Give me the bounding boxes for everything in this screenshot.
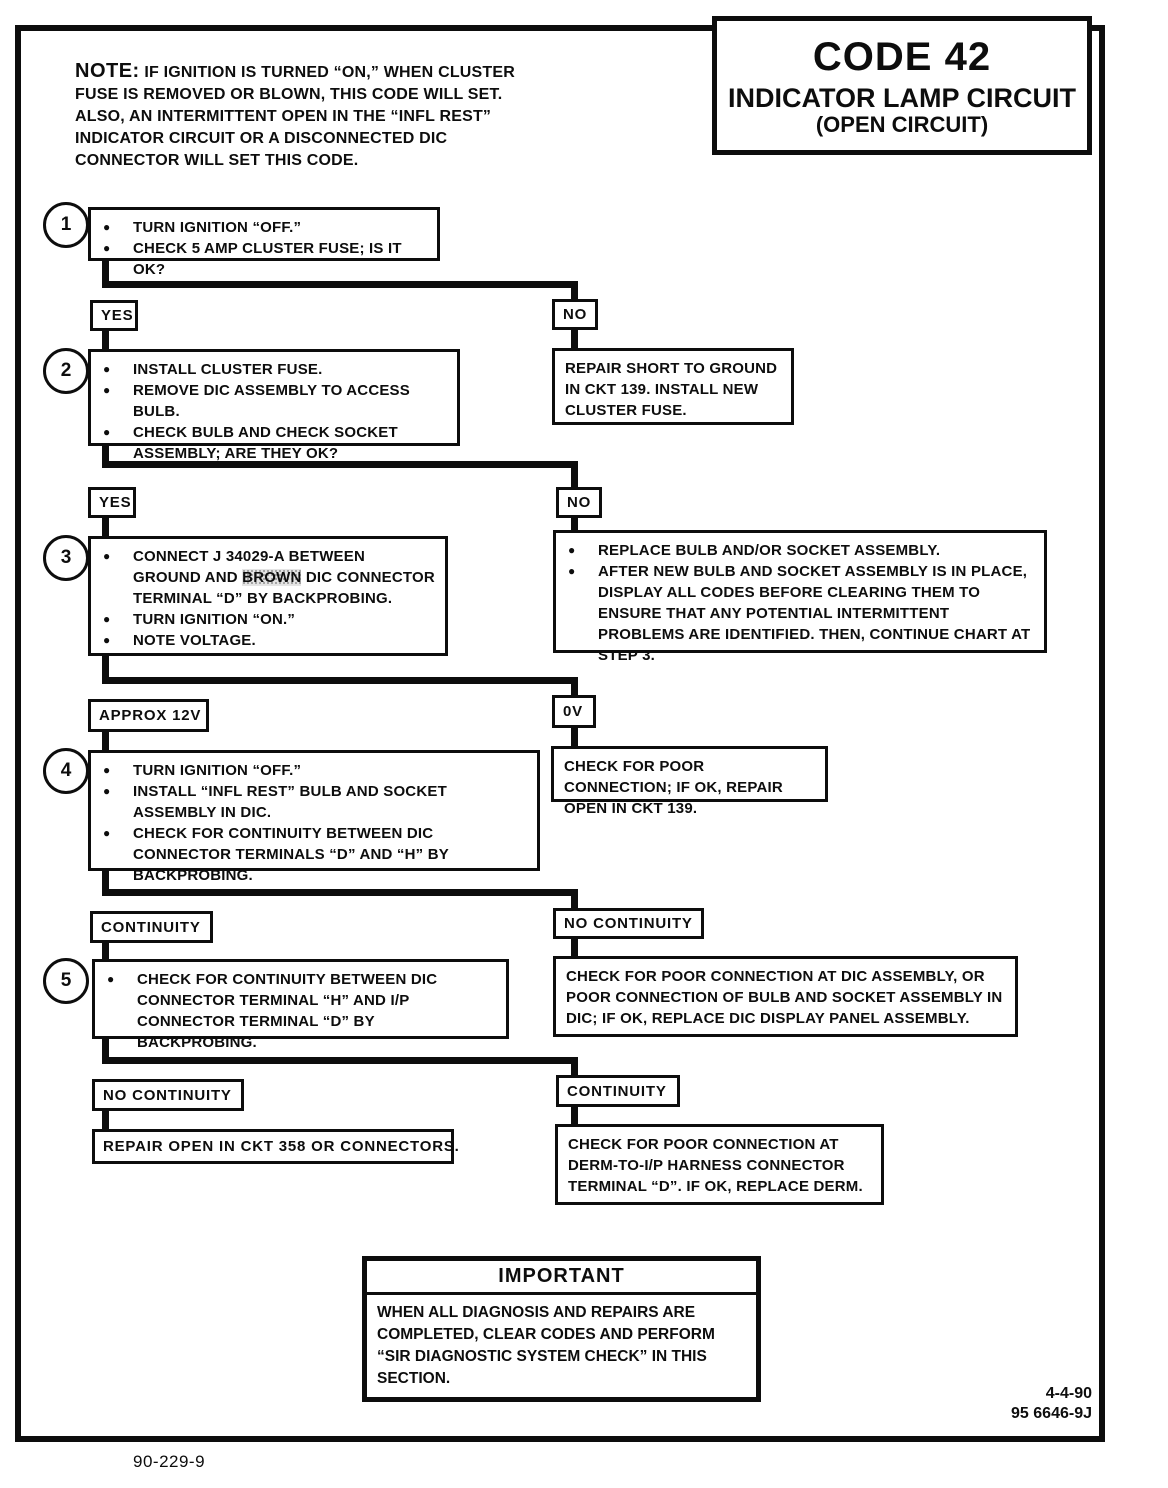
step-circle-5: [43, 958, 89, 1004]
step5-item-1: CHECK FOR CONTINUITY BETWEEN DIC CONNECTOR TERMINAL “H” AND I/P CONNECTOR TERMINAL “D” BY BACKPROBING.: [137, 971, 438, 1051]
step3-item-2: TURN IGNITION “ON.”: [133, 611, 296, 628]
list-item: [103, 422, 447, 464]
document-code: 95 6646-9J: [1011, 1405, 1092, 1422]
no-label-1: NO: [552, 299, 598, 330]
repair-open-358-box: REPAIR OPEN IN CKT 358 OR CONNECTORS.: [92, 1129, 454, 1164]
list-item: [107, 969, 496, 1053]
connector-line: [571, 461, 578, 487]
step3-item-3: NOTE VOLTAGE.: [133, 632, 256, 649]
bullet-icon: ●: [103, 241, 111, 255]
step-number-4: 4: [60, 760, 72, 781]
bullet-icon: ●: [103, 220, 111, 234]
no-continuity-label-1: NO CONTINUITY: [553, 908, 704, 939]
step-box-2: [88, 349, 460, 462]
step4-item-1: TURN IGNITION “OFF.”: [133, 762, 302, 779]
connector-line: [571, 938, 578, 957]
yes-label-1: YES: [90, 300, 138, 331]
no-continuity-label-2: NO CONTINUITY: [92, 1079, 244, 1111]
connector-line: [571, 329, 578, 349]
no-label-2: NO: [556, 487, 602, 518]
important-title: IMPORTANT: [367, 1261, 756, 1295]
connector-line: [571, 677, 578, 695]
step3-item1-pre: CONNECT J 34029-A BETWEEN GROUND AND: [133, 548, 365, 586]
connector-line: [571, 517, 578, 531]
replace-bulb-box: [553, 530, 1047, 664]
connector-line: [102, 889, 578, 896]
circuit-title: INDICATOR LAMP CIRCUIT: [728, 82, 1076, 113]
list-item: [568, 561, 1034, 666]
step-box-5: [92, 959, 509, 1051]
bullet-icon: ●: [103, 362, 111, 376]
connector-line: [102, 1057, 578, 1064]
list-item: [103, 823, 527, 886]
step3-item1-post: DIC CONNECTOR TERMINAL “D” BY BACKPROBING.: [133, 569, 435, 607]
connector-line: [571, 1057, 578, 1075]
list-item: [103, 217, 427, 238]
list-item: [103, 546, 435, 609]
page-number: 90-229-9: [133, 1452, 206, 1471]
important-box: [362, 1256, 761, 1402]
bullet-icon: ●: [107, 972, 115, 986]
bullet-icon: ●: [103, 612, 111, 626]
step-number-2: 2: [60, 360, 72, 381]
step2-item-3: CHECK BULB AND CHECK SOCKET ASSEMBLY; ARE THEY OK?: [133, 424, 398, 462]
bullet-icon: ●: [103, 383, 111, 397]
continuity-label-2: CONTINUITY: [556, 1075, 680, 1107]
step-circle-3: [43, 535, 89, 581]
list-item: [103, 359, 447, 380]
bullet-icon: ●: [103, 425, 111, 439]
title-box: [712, 16, 1092, 155]
bullet-icon: ●: [103, 784, 111, 798]
step3-item-1: [133, 546, 435, 609]
step1-item-2: CHECK 5 AMP CLUSTER FUSE; IS IT OK?: [133, 240, 402, 278]
step-number-1: 1: [60, 214, 72, 235]
bullet-icon: ●: [103, 633, 111, 647]
revision-stamp: [930, 1384, 1092, 1424]
code-title: CODE 42: [812, 34, 992, 79]
connector-line: [571, 727, 578, 747]
note-paragraph: [75, 60, 553, 172]
approx-12v-label: APPROX 12V: [88, 699, 209, 732]
step4-item-2: INSTALL “INFL REST” BULB AND SOCKET ASSEMBLY IN DIC.: [133, 783, 447, 821]
list-item: [103, 238, 427, 280]
connector-line: [102, 677, 578, 684]
poor-connection-dic-box: CHECK FOR POOR CONNECTION AT DIC ASSEMBLY, OR POOR CONNECTION OF BULB AND SOCKET ASSEMBLY IN DIC; IF OK, REPLACE DIC DISPLAY PANEL ASSEMBLY.: [553, 956, 1018, 1037]
list-item: [103, 380, 447, 422]
connector-line: [571, 1106, 578, 1125]
circuit-subtitle: (OPEN CIRCUIT): [815, 111, 989, 137]
connector-line: [102, 731, 109, 751]
step2-item-1: INSTALL CLUSTER FUSE.: [133, 361, 323, 378]
connector-line: [571, 889, 578, 908]
note-label: NOTE:: [75, 60, 140, 82]
connector-line: [102, 330, 109, 350]
connector-line: [102, 281, 578, 288]
list-item: [103, 760, 527, 781]
connector-line: [571, 281, 578, 300]
list-item: [568, 540, 1034, 561]
replace-bulb-item-1: REPLACE BULB AND/OR SOCKET ASSEMBLY.: [598, 542, 941, 559]
step4-item-3: CHECK FOR CONTINUITY BETWEEN DIC CONNECTOR TERMINALS “D” AND “H” BY BACKPROBING.: [133, 825, 449, 884]
repair-short-box: REPAIR SHORT TO GROUND IN CKT 139. INSTALL NEW CLUSTER FUSE.: [552, 348, 794, 425]
bullet-icon: ●: [568, 564, 576, 578]
connector-line: [102, 517, 109, 537]
note-text: IF IGNITION IS TURNED “ON,” WHEN CLUSTER FUSE IS REMOVED OR BLOWN, THIS CODE WILL SET. ALSO, AN INTERMITTENT OPEN IN THE “INFL REST” INDICATOR CIRCUIT OR A DISCONNECTED DIC CONNECTOR WILL SET THIS CODE.: [75, 64, 516, 169]
list-item: [103, 781, 527, 823]
step-number-3: 3: [60, 547, 72, 568]
revision-date: 4-4-90: [1045, 1385, 1092, 1402]
replace-bulb-item-2: AFTER NEW BULB AND SOCKET ASSEMBLY IS IN PLACE, DISPLAY ALL CODES BEFORE CLEARING THEM TO ENSURE THAT ANY POTENTIAL INTERMITTENT PROBLEMS ARE IDENTIFIED. THEN, CONTINUE CHART AT STEP 3.: [598, 563, 1031, 664]
list-item: [103, 630, 435, 651]
bullet-icon: ●: [103, 763, 111, 777]
step-box-4: [88, 750, 540, 884]
step-number-5: 5: [60, 970, 72, 991]
step-circle-2: [43, 348, 89, 394]
step2-item-2: REMOVE DIC ASSEMBLY TO ACCESS BULB.: [133, 382, 410, 420]
continuity-label-1: CONTINUITY: [90, 911, 213, 943]
step-circle-1: [43, 202, 89, 248]
connector-line: [102, 1110, 109, 1131]
step-circle-4: [43, 748, 89, 794]
poor-connection-139-box: CHECK FOR POOR CONNECTION; IF OK, REPAIR OPEN IN CKT 139.: [551, 746, 828, 802]
bullet-icon: ●: [103, 549, 111, 563]
bullet-icon: ●: [568, 543, 576, 557]
important-text: WHEN ALL DIAGNOSIS AND REPAIRS ARE COMPLETED, CLEAR CODES AND PERFORM “SIR DIAGNOSTIC SYSTEM CHECK” IN THIS SECTION.: [377, 1304, 715, 1387]
step3-item1-highlight: BROWN: [242, 569, 302, 586]
bullet-icon: ●: [103, 826, 111, 840]
zero-volt-label: 0V: [552, 695, 596, 728]
poor-connection-derm-box: CHECK FOR POOR CONNECTION AT DERM-TO-I/P HARNESS CONNECTOR TERMINAL “D”. IF OK, REPLACE DERM.: [555, 1124, 884, 1205]
step-box-3: [88, 536, 448, 656]
step1-item-1: TURN IGNITION “OFF.”: [133, 219, 302, 236]
list-item: [103, 609, 435, 630]
yes-label-2: YES: [88, 487, 136, 518]
step-box-1: [88, 207, 440, 278]
